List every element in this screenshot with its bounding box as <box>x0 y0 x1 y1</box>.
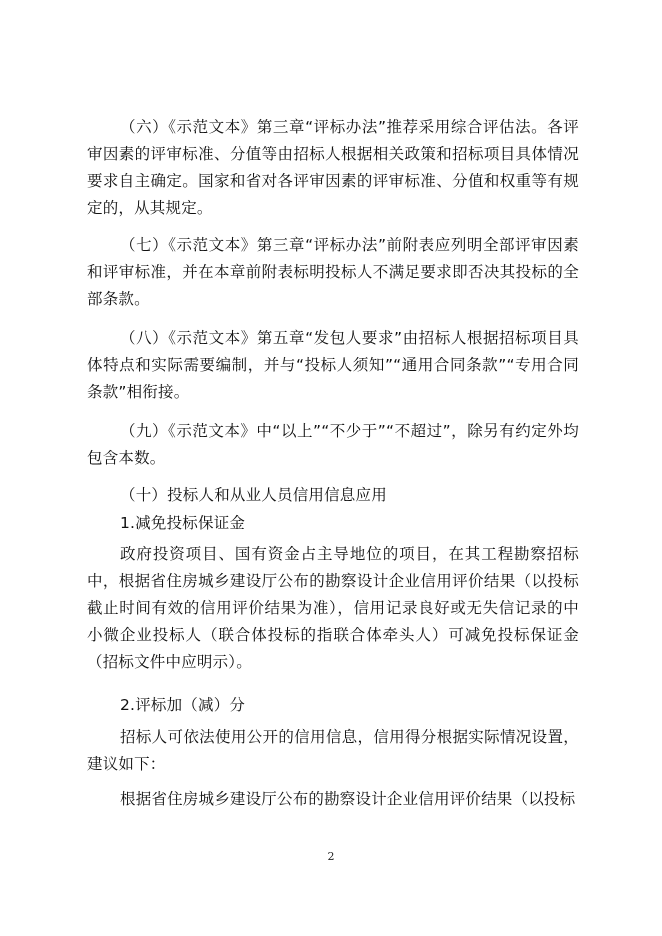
paragraph-six: （六）《示范文本》第三章“评标办法”推荐采用综合评估法。各评审因素的评审标准、分值等由招标人根据相关政策和招标项目具体情况要求自主确定。国家和省对各评审因素的评审标准、分值和权重等有规定的，从其规定。 <box>87 118 579 217</box>
paragraph-nine: （九）《示范文本》中“以上”“不少于”“不超过”，除另有约定外均包含本数。 <box>87 422 579 467</box>
page-number: 2 <box>327 850 335 863</box>
paragraph-seven: （七）《示范文本》第三章“评标办法”前附表应列明全部评审因素和评审标准，并在本章前附表标明投标人不满足要求即否决其投标的全部条款。 <box>87 236 579 308</box>
subheading-score-adjustment: 2.评标加（减）分 <box>120 696 246 714</box>
paragraph-eight: （八）《示范文本》第五章“发包人要求”由招标人根据招标项目具体特点和实际需要编制，并与“投标人须知”“通用合同条款”“专用合同条款”相衔接。 <box>87 329 579 401</box>
paragraph-deposit-waiver: 政府投资项目、国有资金占主导地位的项目，在其工程勘察招标中，根据省住房城乡建设厅公布的勘察设计企业信用评价结果（以投标截止时间有效的信用评价结果为准），信用记录良好或无失信记录的中小微企业投标人（联合体投标的指联合体牵头人）可减免投标保证金（招标文件中应明示）。 <box>87 545 579 671</box>
subheading-deposit-waiver: 1.减免投标保证金 <box>120 514 246 532</box>
paragraph-credit-evaluation: 根据省住房城乡建设厅公布的勘察设计企业信用评价结果（以投标 <box>120 790 576 808</box>
paragraph-ten-heading: （十）投标人和从业人员信用信息应用 <box>120 486 387 504</box>
paragraph-credit-score: 招标人可依法使用公开的信用信息，信用得分根据实际情况设置，建议如下： <box>87 728 579 773</box>
